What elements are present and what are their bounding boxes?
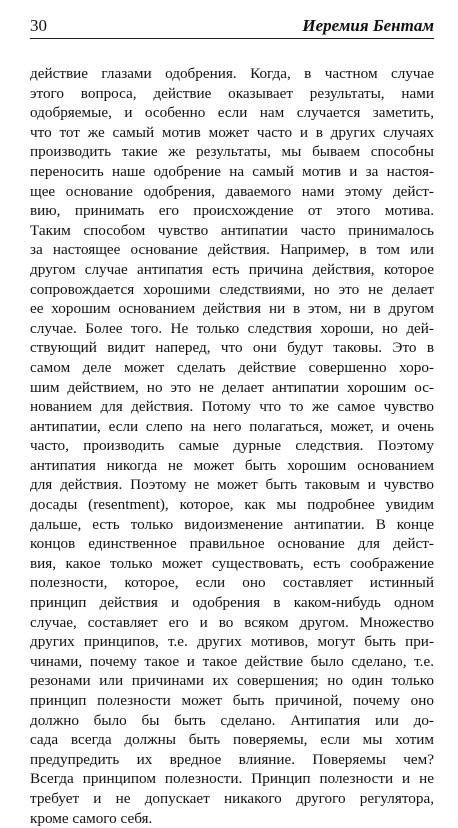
text-line: за настоящее основание действия. Например, в том или [30,241,434,259]
text-line: самом деле может сделать действие совершенно хоро- [30,358,434,376]
text-line: что тот же самый мотив может часто и в других случаях [30,123,434,141]
page-number: 30 [30,16,47,35]
text-line: вию, принимать его происхождение от этого мотива. [30,202,434,220]
text-line: случае. Более того. Не только следствия хороши, но дей- [30,319,434,337]
text-line: должно было бы быть сделано. Антипатия или до- [30,711,434,729]
text-line: производить такие же результаты, мы бываем способны [30,143,434,161]
text-line: концов единственное правильное основание для дейст- [30,535,434,553]
text-line: Таким способом чувство антипатии часто принималось [30,221,434,239]
text-line: одобряемые, и особенно если нам случается заметить, [30,104,434,122]
text-line: для действия. Поэтому не может быть таковым и чувство [30,476,434,494]
text-line: ее хорошим основанием действия ни в этом, ни в другом [30,300,434,318]
text-line: этого вопроса, действие оказывает результаты, нами [30,84,434,102]
text-line: кроме самого себя. [30,809,153,827]
running-title: Иеремия Бентам [302,16,434,35]
text-line: нованием для действия. Потому что то же самое чувство [30,398,434,416]
text-line: принцип полезности может быть причиной, почему оно [30,692,434,709]
text-line: досады (resentment), которое, как мы подробнее увидим [30,496,434,514]
text-line: часто, производить самые дурные следствия. Поэтому [30,437,434,455]
text-line: сада всегда должны быть поверяемы, если мы хотим [30,731,434,749]
text-line: полезности, которое, если оно составляет истинный [30,574,434,592]
text-line: другом случае антипатия есть причина действия, которое [30,260,434,278]
text-line: других принципов, т.е. других мотивов, могут быть при- [30,633,434,651]
text-line: Всегда принципом полезности. Принцип полезности и не [30,770,434,788]
text-line: резонами или причинами их совершения; но один только [30,672,434,690]
text-line: чинами, почему такое и такое действие было сделано, т.е. [30,652,434,670]
text-line: случае, составляет его и во всяком другом. Множество [30,613,434,631]
text-line: требует и не допускает никакого другого регулятора, [30,789,434,807]
text-line: сопровождается хорошими следствиями, но это не делает [30,280,434,298]
text-line: вия, какое только может существовать, есть соображение [30,554,434,572]
text-line: антипатии, если слепо на него полагаться, может, и очень [30,417,434,435]
text-line: антипатия никогда не может быть хорошим основанием [30,456,434,474]
text-line: принцип действия и одобрения в каком-нибудь одном [30,594,434,612]
text-line: щее основание одобрения, даваемого нами этому дейст- [30,182,434,200]
text-line: шим действием, но это не делает антипатии хорошим ос- [30,378,434,396]
body-text [30,64,434,828]
text-line: предупредить их вредное влияние. Поверяемы чем? [30,750,434,768]
page-header [30,14,434,39]
text-line: дальше, есть только видоизменение антипатии. В конце [30,515,434,533]
text-line: ствующий видит наперед, что они будут таковы. Это в [30,339,434,357]
text-line: действие глазами одобрения. Когда, в частном случае [30,65,434,82]
text-line: переносить наше одобрение на самый мотив и за настоя- [30,162,434,180]
